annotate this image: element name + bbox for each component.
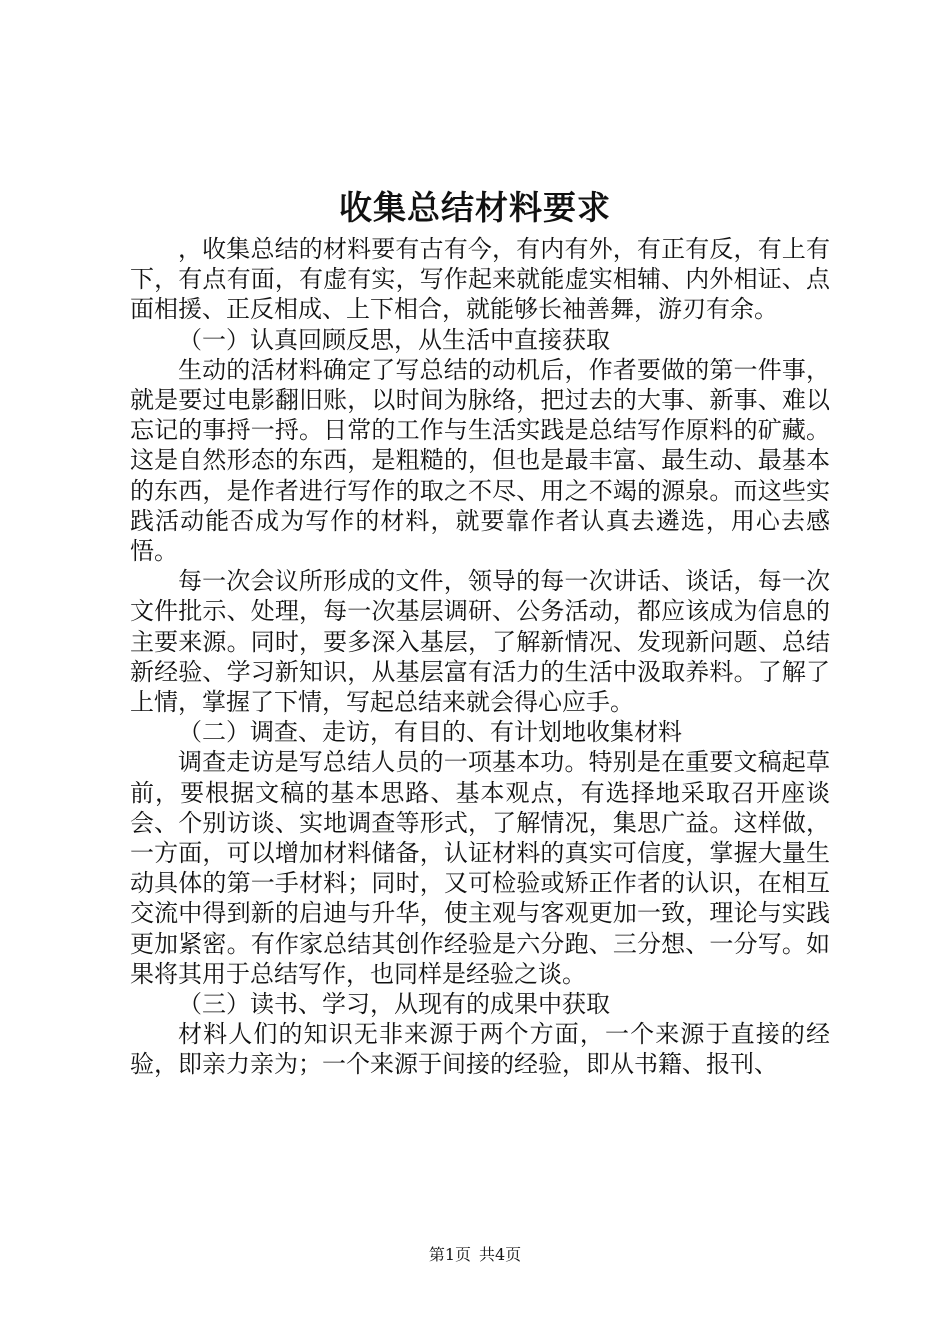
page-footer bbox=[0, 1244, 950, 1266]
page-total: 共4页 bbox=[479, 1245, 522, 1264]
body-paragraph: ，收集总结的材料要有古有今，有内有外，有正有反，有上有下，有点有面，有虚有实，写作起来就能虚实相辅、内外相证、点面相援、正反相成、上下相合，就能够长袖善舞，游刃有余。 bbox=[130, 235, 830, 324]
page-number: 第1页 bbox=[428, 1245, 471, 1264]
body-paragraph: 调查走访是写总结人员的一项基本功。特别是在重要文稿起草前，要根据文稿的基本思路、基本观点，有选择地采取召开座谈会、个别访谈、实地调查等形式，了解情况，集思广益。这样做，一方面，可以增加材料储备，认证材料的真实可信度，掌握大量生动具体的第一手材料；同时，又可检验或矫正作者的认识，在相互交流中得到新的启迪与升华，使主观与客观更加一致，理论与实践更加紧密。有作家总结其创作经验是六分跑、三分想、一分写。如果将其用于总结写作，也同样是经验之谈。 bbox=[130, 748, 830, 988]
section-heading: （一）认真回顾反思，从生活中直接获取 bbox=[178, 325, 610, 354]
section-heading: （三）读书、学习，从现有的成果中获取 bbox=[178, 990, 610, 1019]
body-paragraph: 材料人们的知识无非来源于两个方面，一个来源于直接的经验，即亲力亲为；一个来源于间接的经验，即从书籍、报刊、 bbox=[130, 1020, 830, 1079]
document-title: 收集总结材料要求 bbox=[339, 188, 611, 227]
body-paragraph: 每一次会议所形成的文件，领导的每一次讲话、谈话，每一次文件批示、处理，每一次基层调研、公务活动，都应该成为信息的主要来源。同时，要多深入基层，了解新情况、发现新问题、总结新经验、学习新知识，从基层富有活力的生活中汲取养料。了解了上情，掌握了下情，写起总结来就会得心应手。 bbox=[130, 567, 830, 717]
section-heading: （二）调查、走访，有目的、有计划地收集材料 bbox=[178, 718, 682, 747]
body-paragraph: 生动的活材料确定了写总结的动机后，作者要做的第一件事，就是要过电影翻旧账，以时间为脉络，把过去的大事、新事、难以忘记的事捋一捋。日常的工作与生活实践是总结写作原料的矿藏。这是自然形态的东西，是粗糙的，但也是最丰富、最生动、最基本的东西，是作者进行写作的取之不尽、用之不竭的源泉。而这些实践活动能否成为写作的材料，就要靠作者认真去遴选，用心去感悟。 bbox=[130, 355, 830, 566]
document-body bbox=[130, 234, 830, 1080]
